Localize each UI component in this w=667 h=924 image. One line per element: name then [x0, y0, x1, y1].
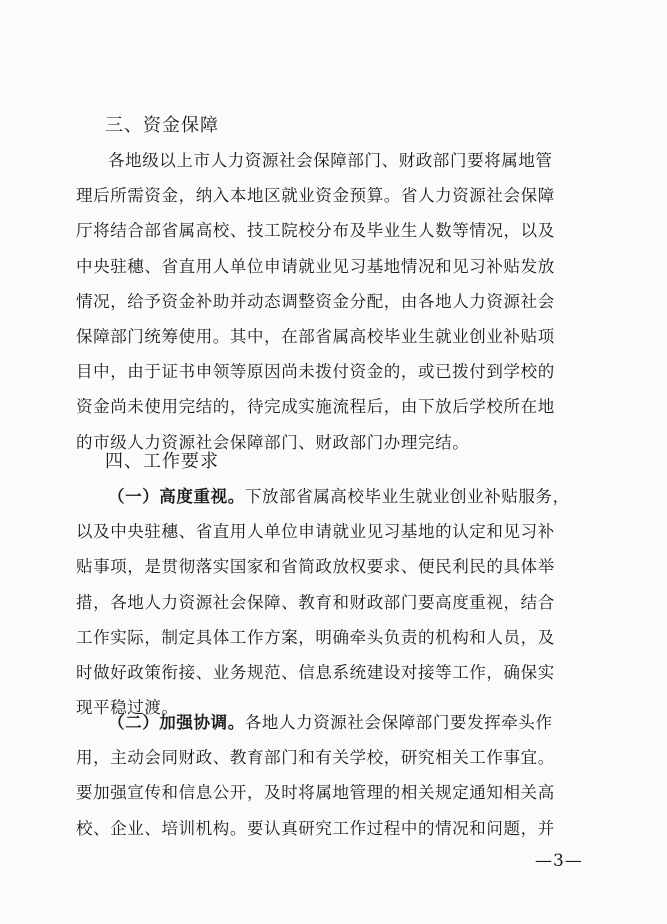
paragraph-line: 要加强宣传和信息公开，及时将属地管理的相关规定通知相关高: [76, 783, 555, 803]
paragraph-line: 时做好政策衔接、业务规范、信息系统建设对接等工作，确保实: [76, 662, 555, 682]
paragraph-line: 校、企业、培训机构。要认真研究工作过程中的情况和问题，并: [76, 818, 555, 838]
paragraph-line: 以及中央驻穗、省直用人单位申请就业见习基地的认定和见习补: [76, 522, 555, 542]
paragraph-line: 情况，给予资金补助并动态调整资金分配，由各地人力资源社会: [76, 291, 555, 311]
section-4-item-1: [76, 479, 596, 725]
paragraph-line: 工作实际，制定具体工作方案，明确牵头负责的机构和人员，及: [76, 627, 555, 647]
paragraph-line: 厅将结合部省属高校、技工院校分布及毕业生人数等情况，以及: [76, 221, 555, 241]
paragraph-line: 用，主动会同财政、教育部门和有关学校，研究相关工作事宜。: [76, 748, 555, 768]
page-number: —3—: [535, 851, 583, 871]
item-2-lead: （二）加强协调。: [108, 713, 245, 732]
paragraph-line: 贴事项，是贯彻落实国家和省简政放权要求、便民利民的具体举: [76, 557, 555, 577]
item-2-first-line-rest: 各地人力资源社会保障部门要发挥牵头作: [244, 713, 553, 732]
paragraph-line: 保障部门统筹使用。其中，在部省属高校毕业生就业创业补贴项: [76, 326, 555, 346]
section-4-item-2: [76, 705, 596, 846]
section-3-heading: 三、资金保障: [105, 115, 219, 136]
paragraph-line: 目中，由于证书申领等原因尚未拨付资金的，或已拨付到学校的: [76, 362, 555, 382]
item-1-first-line-rest: 下放部省属高校毕业生就业创业补贴服务，: [244, 487, 570, 506]
item-1-lead: （一）高度重视。: [108, 487, 245, 506]
paragraph-line: 措，各地人力资源社会保障、教育和财政部门要高度重视，结合: [76, 592, 555, 612]
section-3-paragraph: [76, 143, 596, 460]
paragraph-line: 资金尚未使用完结的，待完成实施流程后，由下放后学校所在地: [76, 397, 555, 417]
section-4-heading: 四、工作要求: [105, 451, 219, 472]
paragraph-line: [76, 479, 596, 514]
paragraph-line: [76, 705, 596, 740]
paragraph-line: 理后所需资金，纳入本地区就业资金预算。省人力资源社会保障: [76, 186, 555, 206]
paragraph-line: 现平稳过渡。: [76, 698, 179, 718]
paragraph-line: 的市级人力资源社会保障部门、财政部门办理完结。: [76, 432, 470, 452]
paragraph-line: 各地级以上市人力资源社会保障部门、财政部门要将属地管: [108, 151, 553, 170]
paragraph-line: 中央驻穗、省直用人单位申请就业见习基地情况和见习补贴发放: [76, 256, 555, 276]
